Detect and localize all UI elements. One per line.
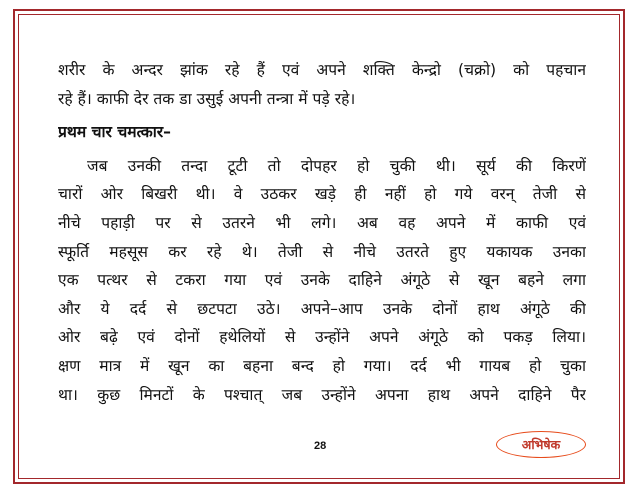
text-line: ओर बढ़े एवं दोनों हथेलियों से उन्होंने अपने अंगूठे को पकड़ लिया।: [58, 328, 586, 347]
text-line: नीचे पहाड़ी पर से उतरने भी लगे। अब वह अपने में काफी एवं: [58, 213, 586, 232]
stamp-label: अभिषेक: [521, 437, 561, 452]
author-stamp: [496, 431, 586, 458]
text-line: और ये दर्द से छटपटा उठे। अपने–आप उनके दोनों हाथ अंगूठे की: [58, 299, 586, 318]
text-line: चारों ओर बिखरी थी। वे उठकर खड़े ही नहीं हो गये वरन् तेजी से: [58, 185, 586, 204]
text-line: क्षण मात्र में खून का बहना बन्द हो गया। दर्द भी गायब हो चुका: [58, 356, 586, 375]
section-heading: प्रथम चार चमत्कार–: [58, 123, 171, 142]
text-line: एक पत्थर से टकरा गया एवं उनके दाहिने अंगूठे से खून बहने लगा: [58, 271, 586, 290]
text-line: शरीर के अन्दर झांक रहे हैं एवं अपने शक्ति केन्द्रो (चक्रो) को पहचान: [58, 61, 586, 79]
text-line: था। कुछ मिनटों के पश्चात् जब उन्होंने अपना हाथ अपने दाहिने पैर: [58, 385, 586, 404]
text-line: स्फूर्ति महसूस कर रहे थे। तेजी से नीचे उतरते हुए यकायक उनका: [58, 242, 586, 261]
paragraph-first-line: जब उनकी तन्दा टूटी तो दोपहर हो चुकी थी। सूर्य की किरणें: [87, 156, 586, 175]
body-text: [58, 56, 586, 409]
page-number: 28: [314, 440, 327, 452]
text-line: रहे हैं। काफी देर तक डा उसुई अपनी तन्त्रा में पड़े रहे।: [58, 89, 356, 108]
